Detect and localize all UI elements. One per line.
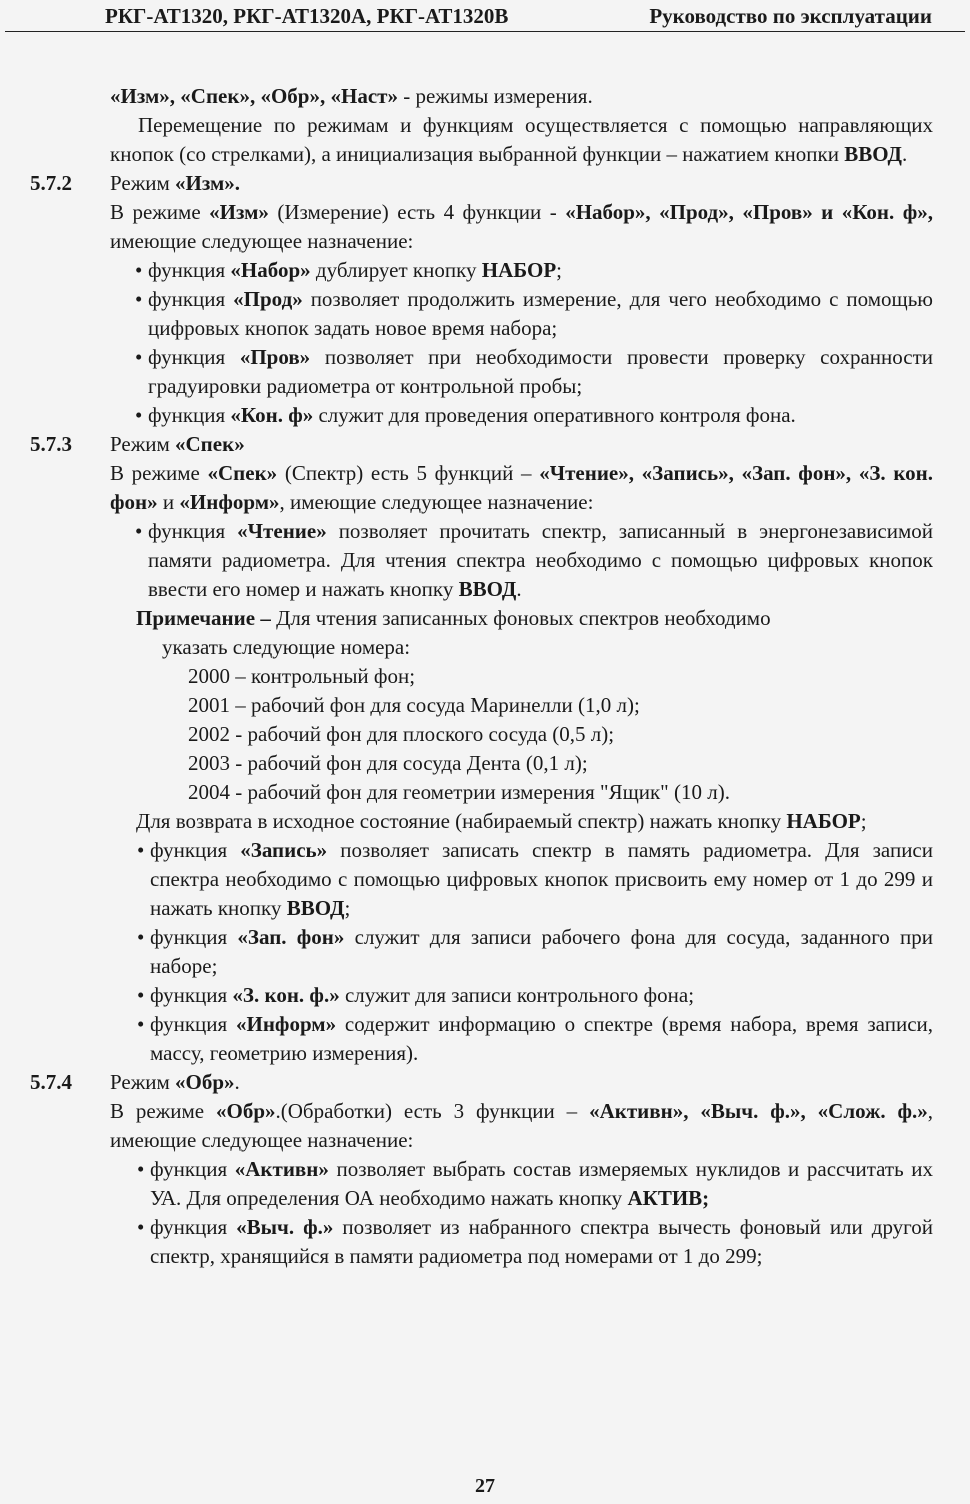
mode-name: «Изм» (209, 200, 269, 224)
section-573-intro (110, 459, 933, 517)
text: служит для проведения оперативного контроля фона. (313, 403, 796, 427)
header-doc-title: Руководство по эксплуатации (649, 4, 932, 28)
header-model-names: РКГ-АТ1320, РКГ-АТ1320А, РКГ-АТ1320В (105, 4, 509, 28)
function-name: «Выч. ф.» (236, 1215, 334, 1239)
note-block-cont (136, 633, 933, 662)
text: позволяет из набранного спектра вычесть фоновый или другой спектр, хранящийся в памяти радиометра под номерами от 1 до 299; (150, 1215, 933, 1268)
text: позволяет выбрать состав измеряемых нуклидов и рассчитать их УА. Для определения ОА необходимо нажать кнопку (150, 1157, 933, 1210)
background-number-3: 2003 - рабочий фон для сосуда Дента (0,1 л); (188, 751, 588, 775)
mode-name: «Обр» (215, 1099, 276, 1123)
section-number: 5.7.3 (30, 432, 72, 456)
function-name: «Зап. фон» (237, 925, 345, 949)
key-name: НАБОР (481, 258, 557, 282)
list-item (150, 1010, 933, 1068)
section-573-list-a (148, 517, 933, 604)
document-body (0, 82, 970, 1271)
list-item (148, 517, 933, 604)
function-list: «Набор», «Прод», «Пров» и «Кон. ф», (565, 200, 933, 224)
section-number: 5.7.4 (30, 1070, 72, 1094)
section-title-pre: Режим (110, 1070, 176, 1094)
text: функция (150, 983, 233, 1007)
text: .(Обработки) есть 3 функции – (275, 1099, 590, 1123)
text: , имеющие следующее назначение: (279, 490, 594, 514)
section-title-pre: Режим (110, 171, 176, 195)
nav-key: ВВОД (844, 142, 902, 166)
text: функция (150, 925, 238, 949)
return-instruction (136, 807, 933, 836)
text: функция (148, 345, 240, 369)
section-572-list (148, 256, 933, 430)
function-name: «Пров» (239, 345, 311, 369)
background-number-1: 2001 – рабочий фон для сосуда Маринелли (1,0 л); (188, 693, 640, 717)
header-rule (5, 31, 965, 32)
section-574-intro (110, 1097, 933, 1155)
text: функция (148, 287, 234, 311)
modes-list: «Изм», «Спек», «Обр», «Наст» (110, 84, 398, 108)
text: . (516, 577, 522, 601)
section-574-list (150, 1155, 933, 1271)
text: В режиме (110, 1099, 216, 1123)
note-text: указать следующие номера: (162, 635, 411, 659)
text: функция (150, 1157, 235, 1181)
section-heading-573 (30, 430, 933, 459)
list-item (150, 836, 933, 923)
text: и (157, 490, 180, 514)
section-number: 5.7.2 (30, 171, 72, 195)
text: функция (150, 838, 241, 862)
text: служит для записи контрольного фона; (339, 983, 695, 1007)
text: позволяет продолжить измерение, для чего необходимо с помощью цифровых кнопок задать новое время набора; (148, 287, 933, 340)
list-item (148, 343, 933, 401)
note-label: Примечание – (136, 606, 271, 630)
function-list: «Активн», «Выч. ф.», «Слож. ф.» (589, 1099, 928, 1123)
note-text: Для чтения записанных фоновых спектров необходимо (270, 606, 771, 630)
key-name: НАБОР (786, 809, 861, 833)
function-name: «Чтение» (237, 519, 327, 543)
list-item (150, 1155, 933, 1213)
function-name: «Запись» (240, 838, 328, 862)
text: имеющие следующее назначение: (110, 229, 414, 253)
function-name: «З. кон. ф.» (232, 983, 340, 1007)
function-name: «Активн» (234, 1157, 329, 1181)
page-header (0, 0, 970, 34)
function-name: «Прод» (233, 287, 303, 311)
list-item (148, 401, 933, 430)
text: функция (150, 1215, 237, 1239)
section-title-mode: «Изм». (175, 171, 241, 195)
section-heading-574 (30, 1068, 933, 1097)
text: дублирует кнопку (310, 258, 482, 282)
list-item (150, 981, 933, 1010)
text: Для возврата в исходное состояние (набираемый спектр) нажать кнопку (136, 809, 787, 833)
text: позволяет записать спектр в память радиометра. Для записи спектра необходимо с помощью цифровых кнопок присвоить ему номер от 1 до 299 и нажать кнопку (150, 838, 933, 920)
page-number: 27 (475, 1475, 495, 1497)
text: ; (344, 896, 351, 920)
text: ; (556, 258, 562, 282)
text: позволяет при необходимости провести проверку сохранности градуировки радиометра от контрольной пробы; (148, 345, 933, 398)
text: , имеющие следующее назначение: (110, 1099, 934, 1152)
text: функция (148, 258, 231, 282)
key-name: АКТИВ; (627, 1186, 710, 1210)
mode-name: «Спек» (207, 461, 278, 485)
text: позволяет прочитать спектр, записанный в энергонезависимой памяти радиометра. Для чтения спектра необходимо с помощью цифровых кнопок ввести его номер и нажать кнопку (148, 519, 933, 601)
list-item (150, 923, 933, 981)
section-title-mode: «Спек» (175, 432, 245, 456)
function-name: «Информ» (179, 490, 280, 514)
background-number-2: 2002 - рабочий фон для плоского сосуда (0,5 л); (188, 722, 615, 746)
nav-text: Перемещение по режимам и функциям осуществляется с помощью направляющих кнопок (со стрелками), а инициализация выбранной функции – нажатием кнопки (110, 113, 933, 166)
text: функция (148, 519, 238, 543)
text: функция (150, 1012, 236, 1036)
nav-end: . (901, 142, 908, 166)
text: содержит информацию о спектре (время набора, время записи, массу, геометрию измерения). (150, 1012, 934, 1065)
section-title-mode: «Обр» (175, 1070, 235, 1094)
section-573-list-b (150, 836, 933, 1068)
text: (Измерение) есть 4 функции - (268, 200, 566, 224)
navigation-paragraph (110, 111, 933, 169)
modes-desc: - режимы измерения. (397, 84, 593, 108)
text: В режиме (110, 200, 210, 224)
function-name: «Кон. ф» (230, 403, 314, 427)
list-item (148, 256, 933, 285)
background-number-4: 2004 - рабочий фон для геометрии измерения "Ящик" (10 л). (188, 780, 730, 804)
function-name: «Набор» (230, 258, 311, 282)
function-name: «Информ» (235, 1012, 337, 1036)
text: функция (148, 403, 231, 427)
background-number-0: 2000 – контрольный фон; (188, 664, 416, 688)
section-title-pre: Режим (110, 432, 176, 456)
function-list: «Чтение», «Запись», «Зап. фон», «З. кон. фон» (110, 461, 934, 514)
key-name: ВВОД (286, 896, 345, 920)
modes-line (110, 82, 933, 111)
section-heading-572 (30, 169, 933, 198)
text: . (234, 1070, 240, 1094)
section-572-intro (110, 198, 933, 256)
text: (Спектр) есть 5 функций – (277, 461, 540, 485)
list-item (148, 285, 933, 343)
note-block (136, 604, 933, 633)
text: ; (860, 809, 867, 833)
text: В режиме (110, 461, 208, 485)
key-name: ВВОД (458, 577, 517, 601)
list-item (150, 1213, 933, 1271)
text: служит для записи рабочего фона для сосуда, заданного при наборе; (150, 925, 933, 978)
